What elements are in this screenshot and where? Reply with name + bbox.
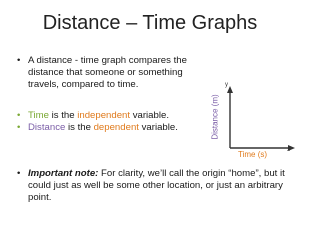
note-lead: Important note:: [28, 168, 99, 179]
distance-term: Distance: [28, 122, 66, 133]
bullet-time-mid: is the: [48, 110, 78, 121]
x-axis-letter: x: [287, 147, 290, 153]
bullet-dot: •: [17, 55, 21, 66]
independent-term: independent: [77, 110, 131, 121]
x-axis-label: Time (s): [238, 150, 268, 159]
bullet-note: [17, 168, 287, 204]
bullet-dot: •: [17, 168, 21, 179]
y-axis-label: [208, 86, 222, 148]
y-axis-label-text: Distance (m): [210, 94, 220, 140]
dependent-term: dependent: [93, 122, 139, 133]
note-text: For clarity, we’ll call the origin “home”, but it could just as well be some other location, or just an arbitrary point.: [28, 168, 285, 203]
bullet-distance-mid: is the: [65, 122, 94, 133]
bullet-dot: •: [17, 110, 21, 121]
bullet-intro: [17, 55, 212, 91]
bullet-time-end: variable.: [130, 110, 169, 121]
slide-title: Distance – Time Graphs: [42, 12, 258, 34]
bullet-intro-text: A distance - time graph compares the distance that someone or something travels, compared to time.: [28, 55, 187, 90]
time-term: Time: [28, 110, 49, 121]
bullet-dot: •: [17, 122, 21, 133]
y-axis-letter: y: [225, 82, 228, 88]
bullet-variables: [17, 110, 217, 134]
bullet-distance-end: variable.: [138, 122, 178, 133]
